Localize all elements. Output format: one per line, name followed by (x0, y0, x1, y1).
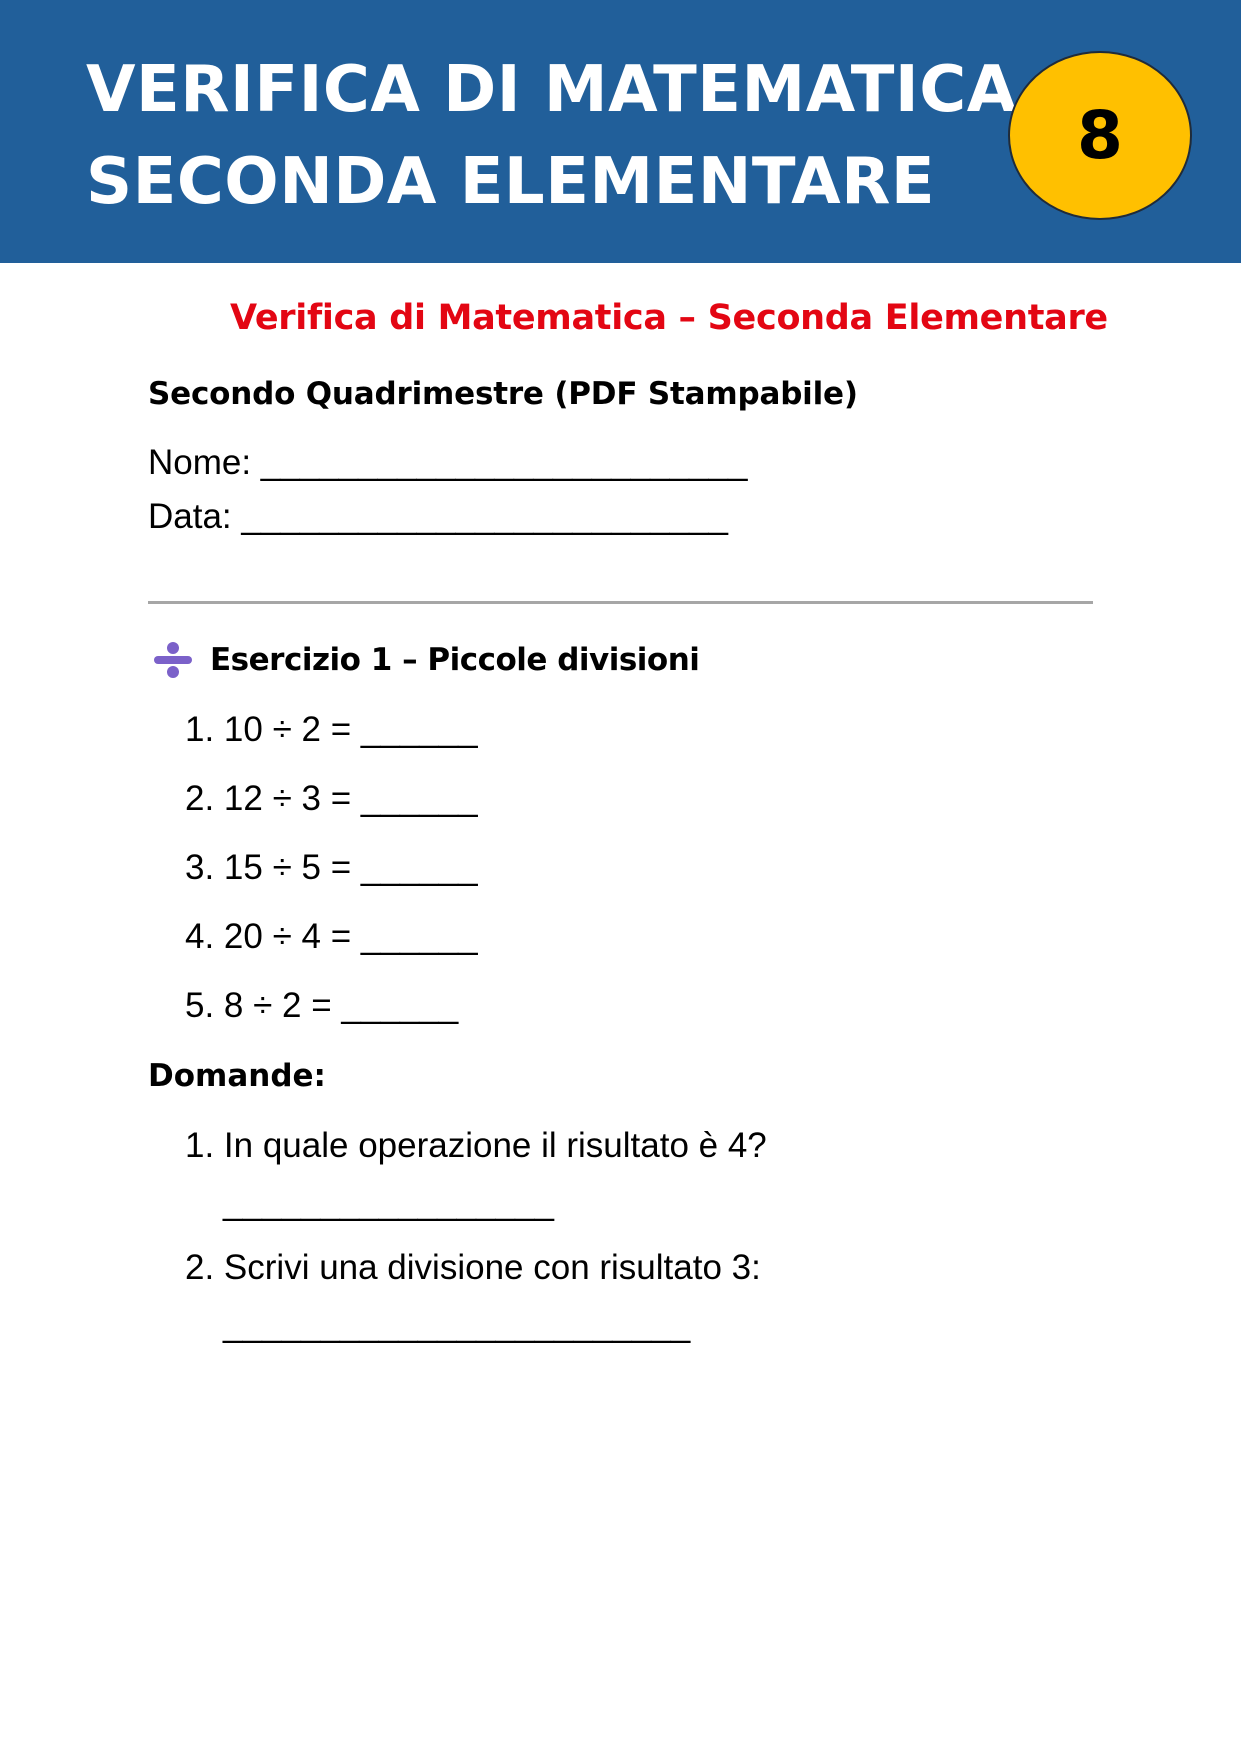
divide-icon (153, 640, 193, 680)
document-subtitle: Secondo Quadrimestre (PDF Stampabile) (148, 376, 858, 412)
section-divider (148, 601, 1093, 604)
banner-title-line-2: SECONDA ELEMENTARE (86, 145, 936, 219)
header-banner (0, 0, 1241, 263)
exercise-item[interactable]: 2. 12 ÷ 3 = ______ (185, 779, 478, 818)
banner-title (86, 44, 1017, 228)
date-field[interactable]: Data: _________________________ (148, 497, 729, 536)
question-text: 1. In quale operazione il risultato è 4? (185, 1126, 767, 1165)
exercise-item[interactable]: 5. 8 ÷ 2 = ______ (185, 986, 459, 1025)
exercise-item[interactable]: 3. 15 ÷ 5 = ______ (185, 848, 478, 887)
exercise-item[interactable]: 1. 10 ÷ 2 = ______ (185, 710, 478, 749)
answer-line[interactable]: ________________________ (223, 1305, 691, 1344)
answer-line[interactable]: _________________ (223, 1183, 554, 1222)
banner-title-line-1: VERIFICA DI MATEMATICA (86, 53, 1017, 127)
document-heading: Verifica di Matematica – Seconda Elementare (230, 298, 1108, 338)
worksheet-number-badge: 8 (1008, 51, 1192, 220)
questions-title: Domande: (148, 1058, 326, 1094)
question-text: 2. Scrivi una divisione con risultato 3: (185, 1248, 761, 1287)
name-field[interactable]: Nome: _________________________ (148, 443, 748, 482)
exercise-item[interactable]: 4. 20 ÷ 4 = ______ (185, 917, 478, 956)
exercise-1-title: Esercizio 1 – Piccole divisioni (210, 642, 700, 678)
exercise-1-header (153, 640, 699, 680)
